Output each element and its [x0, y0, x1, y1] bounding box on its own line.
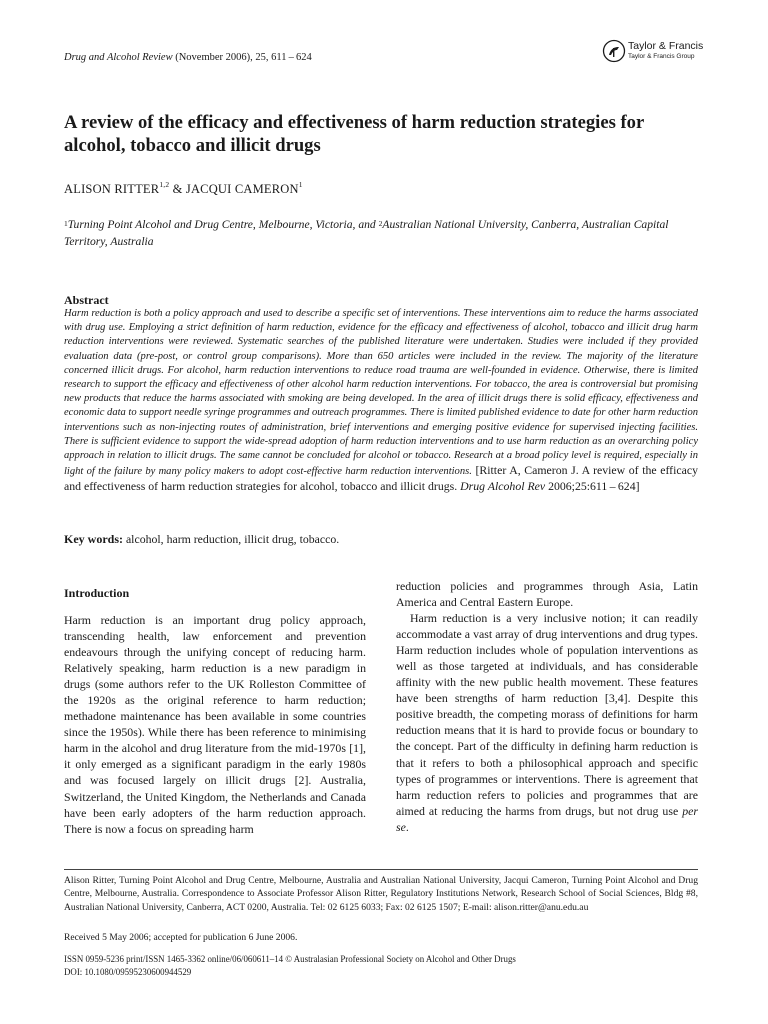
- right-column: [396, 578, 698, 835]
- author-separator: &: [169, 182, 186, 196]
- left-column: [64, 612, 366, 837]
- paragraph-end: .: [405, 819, 409, 834]
- citation-tail: 2006;25:611 – 624]: [545, 479, 640, 494]
- publisher-group: Taylor & Francis Group: [628, 53, 695, 60]
- affiliation-mark: 2: [378, 219, 383, 228]
- affiliations: [64, 216, 704, 250]
- journal-name: Drug and Alcohol Review: [64, 52, 173, 63]
- publisher-logo-block: [602, 38, 712, 64]
- article-title: A review of the efficacy and effectiveness of harm reduction strategies for alcohol, tobacco and illicit drugs: [64, 112, 644, 156]
- keywords-label: Key words:: [64, 532, 123, 546]
- citation-text: [Ritter A, Cameron J. A review of the efficacy and effectiveness of harm reduction strategies for alcohol, tobacco and illicit drugs.: [64, 463, 698, 494]
- section-heading-introduction: Introduction: [64, 586, 130, 600]
- paragraph-text: Harm reduction is a very inclusive notion; it can readily accommodate a vast array of drug interventions and drug types. Harm reduction includes whole of population interventions as well as those targeted at individuals, and has considerable affinity with the new public health movement. These features have been strengths of harm reduction [3,4]. Despite this positive breadth, the competing morass of definitions for harm reduction means that it is hard to provide focus or boundary to the concept. Part of the difficulty in defining harm reduction is that it refers to both a philosophical approach and specific types of programmes or interventions. There is agreement that harm reduction refers to policies and programmes that are aimed at reducing the harms from drugs, but not drug use: [396, 611, 698, 818]
- author-name: JACQUI CAMERON: [185, 182, 299, 196]
- received-date: Received 5 May 2006; accepted for publication 6 June 2006.: [64, 932, 298, 943]
- correspondence-footnote: Alison Ritter, Turning Point Alcohol and Drug Centre, Melbourne, Australia and Australian National University, Jacqui Cameron, Turning Point Alcohol and Drug Centre, Melbourne, Australia. Correspondence to Associate Professor Alison Ritter, Regulatory Institutions Network, Research School of Social Sciences, Bldg #8, Australian National University, Canberra, ACT 0200, Australia. Tel: 02 6125 6033; Fax: 02 6125 1507; E-mail: alison.ritter@anu.edu.au: [64, 875, 698, 913]
- affiliation-text: Turning Point Alcohol and Drug Centre, Melbourne, Victoria, and: [67, 218, 379, 231]
- author-list: [64, 182, 303, 197]
- paragraph: [396, 610, 698, 835]
- issn-line: ISSN 0959-5236 print/ISSN 1465-3362 online/06/060611–14 © Australasian Professional Society on Alcohol and Other Drugs: [64, 954, 516, 964]
- paragraph: reduction policies and programmes through Asia, Latin America and Central Eastern Europe.: [396, 579, 698, 610]
- paragraph-italic: per se: [396, 803, 698, 834]
- citation-journal: Drug Alcohol Rev: [460, 479, 546, 494]
- abstract-text: [64, 307, 698, 496]
- keywords: [64, 532, 339, 547]
- abstract-heading: Abstract: [64, 293, 109, 307]
- publisher-logo-icon: [602, 39, 626, 63]
- paragraph: Harm reduction is an important drug policy approach, transcending health, law enforcement and prevention endeavours through the unifying concept of reducing harm. Relatively speaking, harm reduction is a new paradigm in drugs (some authors refer to the UK Rolleston Committee of the 1920s as the original reference to harm reduction; methadone maintenance has been available in some countries since the 1950s). While there has been reference to minimising harm in the alcohol and drug literature from the mid-1970s [1], it only emerged as a significant paradigm in the early 1980s and was focused largely on illicit drugs [2]. Australia, Switzerland, the United Kingdom, the Netherlands and Canada have been early adopters of the harm reduction approach. There is now a focus on spreading harm: [64, 613, 366, 836]
- keywords-text: alcohol, harm reduction, illicit drug, tobacco.: [123, 532, 340, 546]
- affiliation-mark: 1: [64, 219, 68, 228]
- abstract-body: Harm reduction is both a policy approach and used to describe a specific set of interventions. These interventions aim to reduce the harms associated with drug use. Employing a strict definition of harm reduction, evidence for the efficacy and effectiveness of alcohol, tobacco and illicit drug harm reduction interventions were reviewed. Systematic searches of the published literature were undertaken. Studies were included if they provided evaluation data (pre-post, or control group comparisons). More than 650 articles were included in the review. The majority of the literature concerned illicit drugs. For alcohol, harm reduction interventions to reduce road trauma are well-founded in evidence. Otherwise, there is limited research to support the efficacy and effectiveness of other alcohol harm reduction interventions. For tobacco, the area is controversial but promising new products that reduce the harms associated with smoking are being developed. In the area of illicit drugs there is solid efficacy, effectiveness and economic data to support needle syringe programmes and outreach programmes. There is limited published evidence to date for other harm reduction interventions such as non-injecting routes of administration, brief interventions and emerging positive evidence for supervised injecting facilities. There is sufficient evidence to support the wide-spread adoption of harm reduction interventions and to use harm reduction as an overarching policy approach in relation to illicit drugs. The same cannot be concluded for alcohol or tobacco. Research at a broad policy level is required, especially in light of the failure by many policy makers to adopt cost-effective harm reduction interventions.: [64, 308, 698, 478]
- author-affiliation-mark: 1: [298, 180, 303, 189]
- doi-line: DOI: 10.1080/09595230600944529: [64, 967, 192, 977]
- author-affiliation-mark: 1,2: [159, 180, 170, 189]
- journal-reference: [64, 52, 312, 63]
- footnote-divider: [64, 869, 698, 870]
- affiliation-text: Australian National University, Canberra, Australian Capital Territory, Australia: [64, 218, 669, 248]
- issn-block: [64, 953, 698, 979]
- publisher-name: Taylor & Francis: [628, 40, 704, 52]
- author-name: ALISON RITTER: [64, 182, 160, 196]
- journal-details: (November 2006), 25, 611 – 624: [172, 52, 312, 63]
